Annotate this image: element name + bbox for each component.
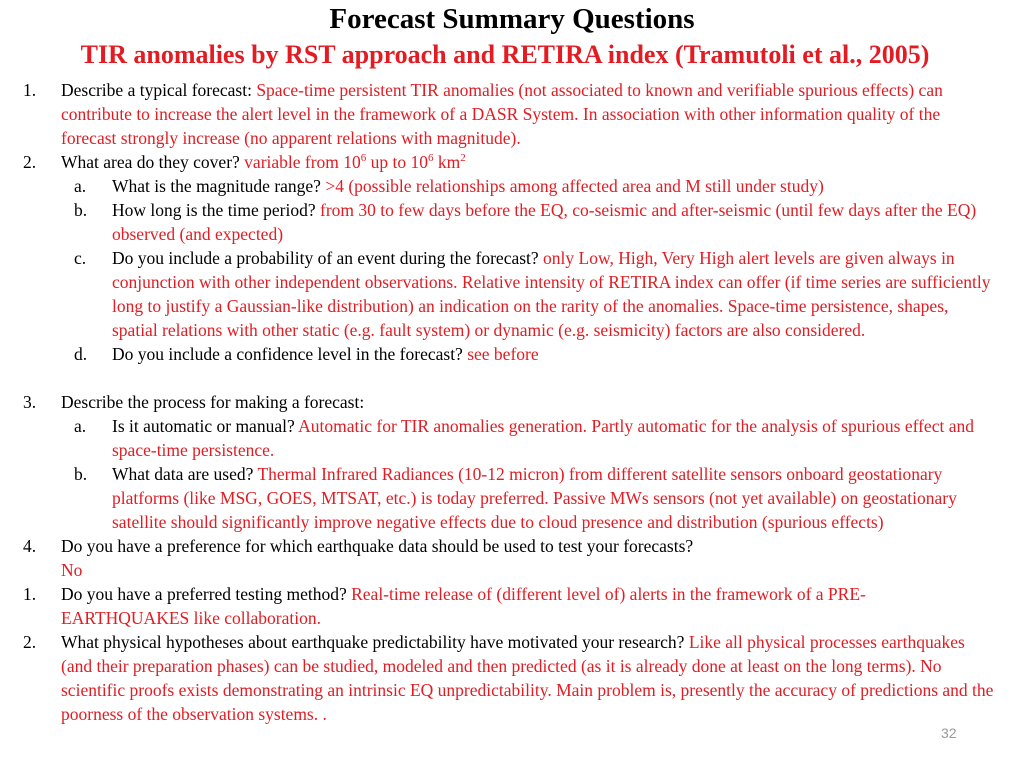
question-text: What data are used?	[112, 464, 258, 484]
question-text: Do you have a preference for which earthquake data should be used to test your forecasts?	[61, 536, 694, 556]
item-letter: a.	[74, 176, 87, 196]
question-text: Do you have a preferred testing method?	[61, 584, 352, 604]
question-text: What area do they cover?	[61, 152, 245, 172]
page-number: 32	[941, 725, 957, 741]
answer-text: only Low, High, Very High alert levels are given always in conjunction with other independent observations. Relative intensity of RETIRA index can offer (if time series are sufficiently long to justify a Gaussian-like distribution) an indication on the rarity of the anomalies. Space-time persistence, shapes, spatial relations with other static (e.g. fault system) or dynamic (e.g. seismicity) factors are also considered.	[112, 248, 991, 340]
list-item	[0, 414, 1024, 462]
item-number: 3.	[23, 392, 37, 412]
answer-text: Automatic for TIR anomalies generation. Partly automatic for the analysis of spurious effect and space-time persistence.	[112, 416, 974, 460]
list-item	[0, 78, 1024, 150]
answer-text: Thermal Infrared Radiances (10-12 micron) from different satellite sensors onboard geostationary platforms (like MSG, GOES, MTSAT, etc.) is today preferred. Passive MWs sensors (not yet available) on geostationary satellite should significantly improve negative effects due to cloud presence and distribution (spurious effects)	[112, 464, 957, 532]
question-text: How long is the time period?	[112, 200, 321, 220]
item-number: 2.	[23, 632, 37, 652]
answer-text: No	[61, 560, 83, 580]
item-number: 1.	[23, 80, 37, 100]
question-text: What is the magnitude range?	[112, 176, 326, 196]
question-text: Do you include a confidence level in the forecast?	[112, 344, 468, 364]
question-list	[0, 78, 1024, 726]
slide-subtitle: TIR anomalies by RST approach and RETIRA index (Tramutoli et al., 2005)	[80, 40, 930, 69]
item-number: 4.	[23, 536, 37, 556]
item-letter: b.	[74, 464, 88, 484]
question-text: Describe a typical forecast:	[61, 80, 257, 100]
slide-title: Forecast Summary Questions	[329, 3, 695, 35]
list-item	[0, 150, 1024, 174]
list-item	[0, 390, 1024, 414]
list-item	[0, 174, 1024, 198]
list-item	[0, 462, 1024, 534]
exponent: 2	[460, 152, 466, 165]
question-text: Describe the process for making a forecast:	[61, 392, 365, 412]
answer-text: Like all physical processes earthquakes (and their preparation phases) can be studied, modeled and then predicted (as it is already done at least on the long terms). No scientific proofs exists demonstrating an intrinsic EQ unpredictability. Main problem is, presently the accuracy of predictions and the poorness of the observation systems. .	[61, 632, 994, 724]
list-item	[0, 534, 1024, 582]
list-item	[0, 246, 1024, 342]
answer-text: Space-time persistent TIR anomalies (not associated to known and verifiable spurious effects) can contribute to increase the alert level in the framework of a DASR System. In association with other information quality of the forecast strongly increase (no apparent relations with magnitude).	[61, 80, 943, 148]
list-item	[0, 342, 1024, 366]
answer-text: from 30 to few days before the EQ, co-seismic and after-seismic (until few days after the EQ) observed (and expected)	[112, 200, 977, 244]
answer-text: see before	[467, 344, 539, 364]
list-item	[0, 582, 1024, 630]
question-text: Do you include a probability of an event during the forecast?	[112, 248, 544, 268]
spacer	[0, 366, 1024, 390]
answer-text: Real-time release of (different level of) alerts in the framework of a PRE-EARTHQUAKES like collaboration.	[61, 584, 866, 628]
item-letter: a.	[74, 416, 87, 436]
item-number: 1.	[23, 584, 37, 604]
answer-text: variable from $10^6$ up to $10^6$ $km^2$	[244, 152, 466, 172]
exponent: 6	[428, 152, 434, 165]
item-letter: c.	[74, 248, 87, 268]
answer-text: >4 (possible relationships among affected area and M still under study)	[325, 176, 824, 196]
question-text: Is it automatic or manual?	[112, 416, 299, 436]
exponent: 6	[360, 152, 367, 165]
question-text: What physical hypotheses about earthquake predictability have motivated your research?	[61, 632, 689, 652]
item-letter: d.	[74, 344, 88, 364]
item-letter: b.	[74, 200, 88, 220]
list-item	[0, 630, 1024, 726]
item-number: 2.	[23, 152, 37, 172]
list-item	[0, 198, 1024, 246]
